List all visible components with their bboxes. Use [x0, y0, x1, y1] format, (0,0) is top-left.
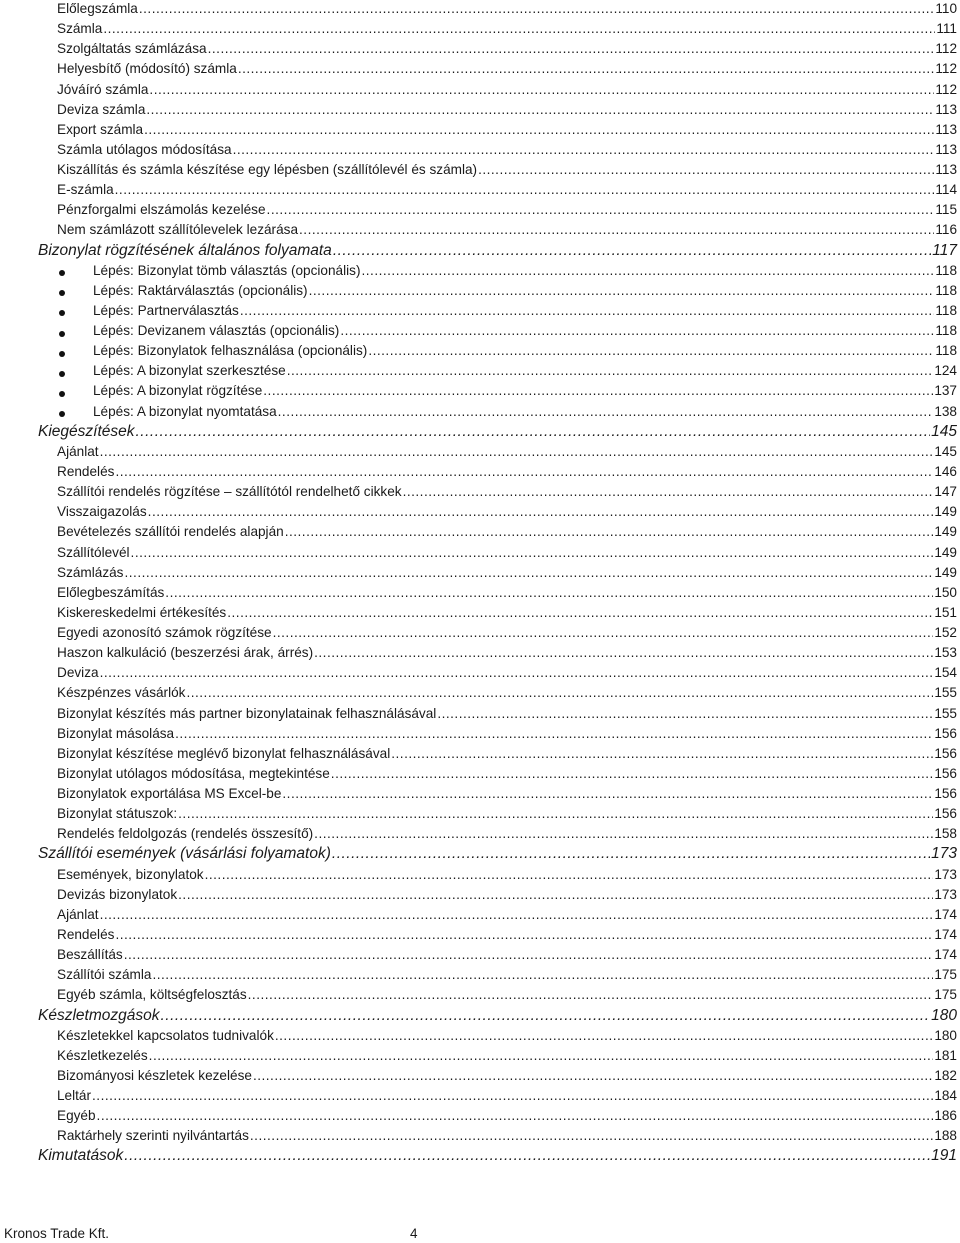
- toc-entry-page: 149: [934, 544, 957, 560]
- toc-leader-dots: [273, 626, 934, 640]
- toc-leader-dots: [309, 284, 935, 298]
- toc-entry-page: 191: [931, 1147, 957, 1165]
- toc-leader-dots: [333, 243, 931, 259]
- toc-leader-dots: [331, 767, 934, 781]
- toc-leader-dots: [340, 324, 934, 338]
- toc-entry-title[interactable]: Helyesbítő (módosító) számla: [57, 61, 237, 77]
- toc-entry-title[interactable]: Rendelés feldolgozás (rendelés összesítő): [57, 826, 314, 842]
- toc-entry-page: 113: [935, 141, 957, 157]
- toc-leader-dots: [148, 505, 934, 519]
- toc-entry-page: 180: [934, 1027, 957, 1043]
- toc-entry-title[interactable]: Visszaigazolás: [57, 504, 147, 520]
- toc-entry[interactable]: [38, 243, 957, 263]
- toc-entry-title[interactable]: Kiskereskedelmi értékesítés: [57, 604, 227, 620]
- toc-entry-title[interactable]: Lépés: A bizonylat rögzítése: [93, 383, 263, 399]
- toc-entry-page: 173: [934, 866, 957, 882]
- toc-entry-title[interactable]: Bizonylat készítés más partner bizonylatainak felhasználásával: [57, 705, 437, 721]
- toc-entry-title[interactable]: Szállítólevél: [57, 544, 130, 560]
- toc-entry-page: 114: [935, 182, 957, 198]
- toc-entry-title[interactable]: Készletekkel kapcsolatos tudnivalók: [57, 1027, 274, 1043]
- toc-entry[interactable]: [57, 1129, 957, 1149]
- toc-leader-dots: [299, 223, 934, 237]
- toc-entry[interactable]: [57, 586, 957, 606]
- toc-entry[interactable]: [57, 1109, 957, 1129]
- toc-entry-page: 182: [934, 1067, 957, 1083]
- toc-entry[interactable]: [57, 62, 957, 82]
- toc-entry-page: 174: [934, 926, 957, 942]
- toc-entry[interactable]: [57, 485, 957, 505]
- toc-entry[interactable]: [57, 626, 957, 646]
- toc-entry-page: 151: [934, 604, 957, 620]
- toc-entry-title[interactable]: Export számla: [57, 121, 144, 137]
- toc-entry[interactable]: [57, 928, 957, 948]
- toc-entry[interactable]: [57, 163, 957, 183]
- toc-entry-page: 175: [934, 967, 957, 983]
- toc-entry[interactable]: [57, 666, 957, 686]
- toc-leader-dots: [136, 424, 931, 440]
- toc-leader-dots: [160, 1008, 930, 1024]
- toc-entry-page: 117: [932, 241, 957, 259]
- toc-entry-page: 113: [935, 101, 957, 117]
- toc-leader-dots: [124, 1148, 930, 1164]
- toc-entry[interactable]: [57, 1029, 957, 1049]
- toc-entry[interactable]: [57, 83, 957, 103]
- toc-entry[interactable]: [57, 606, 957, 626]
- toc-entry-title[interactable]: Készletmozgások: [38, 1006, 160, 1024]
- toc-entry[interactable]: [93, 264, 957, 284]
- toc-entry-page: 156: [934, 806, 957, 822]
- toc-entry[interactable]: [57, 22, 957, 42]
- toc-entry-title[interactable]: Szolgáltatás számlázása: [57, 41, 207, 57]
- toc-entry-title[interactable]: Egyéb: [57, 1108, 96, 1124]
- toc-entry-title[interactable]: Számla: [57, 21, 103, 37]
- toc-entry-title[interactable]: Kiszállítás és számla készítése egy lépésben (szállítólevél és számla): [57, 162, 478, 178]
- toc-leader-dots: [287, 364, 934, 378]
- toc-leader-dots: [165, 586, 933, 600]
- toc-entry[interactable]: [38, 1008, 957, 1028]
- toc-leader-dots: [361, 264, 934, 278]
- toc-leader-dots: [332, 846, 930, 862]
- toc-entry-title[interactable]: Deviza: [57, 665, 99, 681]
- toc-entry-page: 150: [934, 584, 957, 600]
- toc-entry-title[interactable]: Szállítói események (vásárlási folyamatok): [38, 845, 331, 863]
- toc-entry-page: 188: [934, 1128, 957, 1144]
- toc-leader-dots: [103, 22, 935, 36]
- bullet-icon: [59, 411, 65, 417]
- toc-entry-page: 158: [934, 826, 957, 842]
- toc-entry-title[interactable]: Lépés: Bizonylat tömb választás (opcionális): [93, 262, 361, 278]
- toc-entry-page: 174: [934, 947, 957, 963]
- toc-entry-page: 153: [934, 645, 957, 661]
- toc-entry-title[interactable]: Készpénzes vásárlók: [57, 685, 186, 701]
- toc-entry-page: 156: [934, 725, 957, 741]
- toc-entry[interactable]: [93, 304, 957, 324]
- toc-leader-dots: [248, 988, 934, 1002]
- toc-leader-dots: [186, 686, 933, 700]
- toc-entry-title[interactable]: Ajánlat: [57, 443, 99, 459]
- toc-entry[interactable]: [57, 525, 957, 545]
- toc-leader-dots: [227, 606, 933, 620]
- toc-entry[interactable]: [57, 1089, 957, 1109]
- footer-page-number: 4: [410, 1226, 418, 1241]
- toc-leader-dots: [100, 908, 934, 922]
- bullet-icon: [59, 310, 65, 316]
- toc-entry-title[interactable]: Számlázás: [57, 564, 124, 580]
- toc-leader-dots: [175, 727, 933, 741]
- toc-entry[interactable]: [57, 827, 957, 847]
- toc-entry-title[interactable]: Előlegbeszámítás: [57, 584, 165, 600]
- toc-entry-page: 149: [934, 564, 957, 580]
- bullet-icon: [59, 290, 65, 296]
- toc-entry[interactable]: [57, 807, 957, 827]
- toc-entry-page: 113: [935, 162, 957, 178]
- toc-entry[interactable]: [57, 686, 957, 706]
- toc-entry-title[interactable]: Lépés: Partnerválasztás: [93, 302, 239, 318]
- toc-entry-page: 154: [934, 665, 957, 681]
- toc-entry[interactable]: [57, 888, 957, 908]
- toc-entry-page: 155: [934, 685, 957, 701]
- toc-entry[interactable]: [57, 868, 957, 888]
- toc-entry-title[interactable]: Devizás bizonylatok: [57, 886, 178, 902]
- toc-entry-title[interactable]: Bevételezés szállítói rendelés alapján: [57, 524, 284, 540]
- toc-entry[interactable]: [93, 324, 957, 344]
- toc-entry-title[interactable]: Jóváíró számla: [57, 81, 149, 97]
- toc-entry[interactable]: [93, 344, 957, 364]
- toc-leader-dots: [263, 384, 933, 398]
- toc-entry[interactable]: [57, 123, 957, 143]
- toc-entry-title[interactable]: Lépés: Raktárválasztás (opcionális): [93, 282, 308, 298]
- toc-entry[interactable]: [57, 948, 957, 968]
- toc-entry-title[interactable]: Egyéb számla, költségfelosztás: [57, 987, 247, 1003]
- toc-entry[interactable]: [57, 747, 957, 767]
- toc-entry-page: 145: [934, 443, 957, 459]
- toc-leader-dots: [139, 2, 934, 16]
- toc-entry[interactable]: [57, 546, 957, 566]
- toc-entry[interactable]: [57, 465, 957, 485]
- toc-entry[interactable]: [57, 566, 957, 586]
- toc-entry-title[interactable]: Haszon kalkuláció (beszerzési árak, árrés): [57, 645, 314, 661]
- toc-leader-dots: [97, 1109, 934, 1123]
- toc-entry-page: 115: [935, 202, 957, 218]
- toc-entry-page: 174: [934, 906, 957, 922]
- toc-entry-page: 112: [935, 81, 957, 97]
- toc-entry[interactable]: [38, 424, 957, 444]
- toc-leader-dots: [178, 807, 933, 821]
- toc-leader-dots: [250, 1129, 933, 1143]
- toc-leader-dots: [368, 344, 934, 358]
- toc-entry-page: 156: [934, 786, 957, 802]
- toc-entry-page: 116: [935, 222, 957, 238]
- toc-entry-page: 138: [934, 403, 957, 419]
- toc-entry[interactable]: [57, 223, 957, 243]
- toc-leader-dots: [178, 888, 933, 902]
- toc-entry-page: 145: [931, 422, 957, 440]
- toc-entry-page: 110: [935, 1, 957, 16]
- toc-leader-dots: [92, 1089, 933, 1103]
- toc-entry-title[interactable]: Előlegszámla: [57, 1, 138, 16]
- toc-entry-page: 112: [935, 61, 957, 77]
- toc-leader-dots: [115, 465, 933, 479]
- bullet-icon: [59, 391, 65, 397]
- bullet-icon: [59, 270, 65, 276]
- toc-leader-dots: [124, 948, 934, 962]
- toc-entry-title[interactable]: Lépés: Devizanem választás (opcionális): [93, 323, 340, 339]
- toc-entry-page: 149: [934, 504, 957, 520]
- toc-entry-title[interactable]: Szállítói rendelés rögzítése – szállítótól rendelhető cikkek: [57, 484, 402, 500]
- toc-entry-page: 186: [934, 1108, 957, 1124]
- bullet-icon: [59, 371, 65, 377]
- toc-entry-page: 155: [934, 705, 957, 721]
- toc-entry-page: 184: [934, 1088, 957, 1104]
- toc-entry-page: 156: [934, 745, 957, 761]
- toc-leader-dots: [149, 1049, 934, 1063]
- toc-leader-dots: [144, 123, 934, 137]
- toc-leader-dots: [115, 183, 935, 197]
- toc-leader-dots: [115, 928, 933, 942]
- toc-entry[interactable]: [93, 384, 957, 404]
- toc-entry-title[interactable]: Beszállítás: [57, 947, 123, 963]
- toc-leader-dots: [282, 787, 933, 801]
- toc-entry-page: 118: [935, 343, 957, 359]
- toc-leader-dots: [314, 646, 933, 660]
- toc-leader-dots: [240, 304, 934, 318]
- toc-entry[interactable]: [57, 1049, 957, 1069]
- toc-entry-title[interactable]: Lépés: A bizonylat szerkesztése: [93, 363, 286, 379]
- toc-entry-title[interactable]: Bizonylat utólagos módosítása, megtekintése: [57, 765, 330, 781]
- toc-entry-title[interactable]: Bizonylat készítése meglévő bizonylat felhasználásával: [57, 745, 391, 761]
- toc-leader-dots: [238, 62, 935, 76]
- toc-entry-title[interactable]: Bizonylat státuszok:: [57, 806, 178, 822]
- toc-entry[interactable]: [38, 1148, 957, 1168]
- toc-entry-page: 118: [935, 302, 957, 318]
- toc-entry-page: 180: [931, 1006, 957, 1024]
- toc-leader-dots: [205, 868, 934, 882]
- toc-leader-dots: [131, 546, 934, 560]
- toc-entry[interactable]: [57, 143, 957, 163]
- toc-entry-title[interactable]: Számla utólagos módosítása: [57, 141, 232, 157]
- toc-entry-page: 118: [935, 282, 957, 298]
- toc-entry-title[interactable]: Kimutatások: [38, 1147, 124, 1165]
- toc-entry[interactable]: [57, 103, 957, 123]
- toc-entry-page: 149: [934, 524, 957, 540]
- toc-leader-dots: [146, 103, 934, 117]
- toc-leader-dots: [391, 747, 933, 761]
- toc-leader-dots: [253, 1069, 933, 1083]
- toc-leader-dots: [403, 485, 934, 499]
- toc-entry-page: 111: [936, 21, 957, 37]
- toc-entry-page: 181: [934, 1047, 957, 1063]
- toc-entry-title[interactable]: Egyedi azonosító számok rögzítése: [57, 625, 272, 641]
- toc-entry-title[interactable]: Kiegészítések: [38, 422, 135, 440]
- toc-entry-title[interactable]: Bizonylat másolása: [57, 725, 175, 741]
- toc-entry-title[interactable]: Rendelés: [57, 926, 115, 942]
- toc-entry-title[interactable]: Rendelés: [57, 463, 115, 479]
- toc-entry-page: 112: [935, 41, 957, 57]
- toc-leader-dots: [275, 1029, 933, 1043]
- toc-entry-page: 173: [934, 886, 957, 902]
- toc-entry-page: 156: [934, 765, 957, 781]
- toc-entry[interactable]: [57, 968, 957, 988]
- toc-leader-dots: [233, 143, 935, 157]
- toc-entry[interactable]: [57, 42, 957, 62]
- toc-leader-dots: [208, 42, 935, 56]
- toc-entry-page: 113: [935, 121, 957, 137]
- toc-leader-dots: [149, 83, 934, 97]
- toc-entry-page: 175: [934, 987, 957, 1003]
- toc-leader-dots: [152, 968, 933, 982]
- toc-entry[interactable]: [57, 908, 957, 928]
- toc-entry[interactable]: [57, 727, 957, 747]
- bullet-icon: [59, 351, 65, 357]
- toc-leader-dots: [278, 405, 934, 419]
- toc-entry[interactable]: [57, 787, 957, 807]
- toc-entry[interactable]: [57, 988, 957, 1008]
- toc-entry-title[interactable]: Lépés: Bizonylatok felhasználása (opcionális): [93, 343, 368, 359]
- toc-leader-dots: [478, 163, 934, 177]
- toc-entry[interactable]: [57, 183, 957, 203]
- footer-company: Kronos Trade Kft.: [4, 1226, 110, 1241]
- toc-entry-title[interactable]: E-számla: [57, 182, 114, 198]
- page-footer: [0, 1224, 960, 1243]
- toc-leader-dots: [285, 525, 934, 539]
- toc-entry-page: 173: [931, 845, 957, 863]
- toc-entry[interactable]: [38, 846, 957, 866]
- toc-entry-title[interactable]: Leltár: [57, 1088, 92, 1104]
- toc-entry[interactable]: [57, 707, 957, 727]
- toc-entry-title[interactable]: Deviza számla: [57, 101, 146, 117]
- toc-entry[interactable]: [93, 405, 957, 425]
- toc-entry-title[interactable]: Események, bizonylatok: [57, 866, 204, 882]
- toc-entry-title[interactable]: Raktárhely szerinti nyilvántartás: [57, 1128, 249, 1144]
- toc-entry-title[interactable]: Bizonylat rögzítésének általános folyamata: [38, 241, 332, 259]
- toc-entry[interactable]: [93, 284, 957, 304]
- toc-entry[interactable]: [57, 203, 957, 223]
- toc-entry-title[interactable]: Szállítói számla: [57, 967, 152, 983]
- toc-entry[interactable]: [93, 364, 957, 384]
- toc-leader-dots: [100, 666, 934, 680]
- toc-entry-title[interactable]: Bizományosi készletek kezelése: [57, 1067, 252, 1083]
- toc-entry-page: 137: [934, 383, 957, 399]
- toc-entry[interactable]: [57, 445, 957, 465]
- toc-entry[interactable]: [57, 646, 957, 666]
- toc-entry-title[interactable]: Lépés: A bizonylat nyomtatása: [93, 403, 277, 419]
- toc-entry-page: 152: [934, 625, 957, 641]
- toc-entry-page: 146: [934, 463, 957, 479]
- bullet-icon: [59, 331, 65, 337]
- toc-entry-page: 124: [934, 363, 957, 379]
- toc-leader-dots: [100, 445, 934, 459]
- toc-entry-title[interactable]: Pénzforgalmi elszámolás kezelése: [57, 202, 266, 218]
- toc-entry-title[interactable]: Nem számlázott szállítólevelek lezárása: [57, 222, 299, 238]
- toc-entry-page: 118: [935, 323, 957, 339]
- toc-entry-title[interactable]: Bizonylatok exportálása MS Excel-be: [57, 786, 282, 802]
- toc-leader-dots: [314, 827, 933, 841]
- toc-entry-page: 147: [934, 484, 957, 500]
- toc-entry[interactable]: [57, 767, 957, 787]
- toc-entry[interactable]: [57, 1069, 957, 1089]
- toc-entry-page: 118: [935, 262, 957, 278]
- toc-entry-title[interactable]: Készletkezelés: [57, 1047, 148, 1063]
- toc-leader-dots: [124, 566, 933, 580]
- toc-leader-dots: [267, 203, 935, 217]
- toc-entry[interactable]: [57, 505, 957, 525]
- toc-leader-dots: [437, 707, 933, 721]
- toc-entry[interactable]: [57, 2, 957, 22]
- toc-entry-title[interactable]: Ajánlat: [57, 906, 99, 922]
